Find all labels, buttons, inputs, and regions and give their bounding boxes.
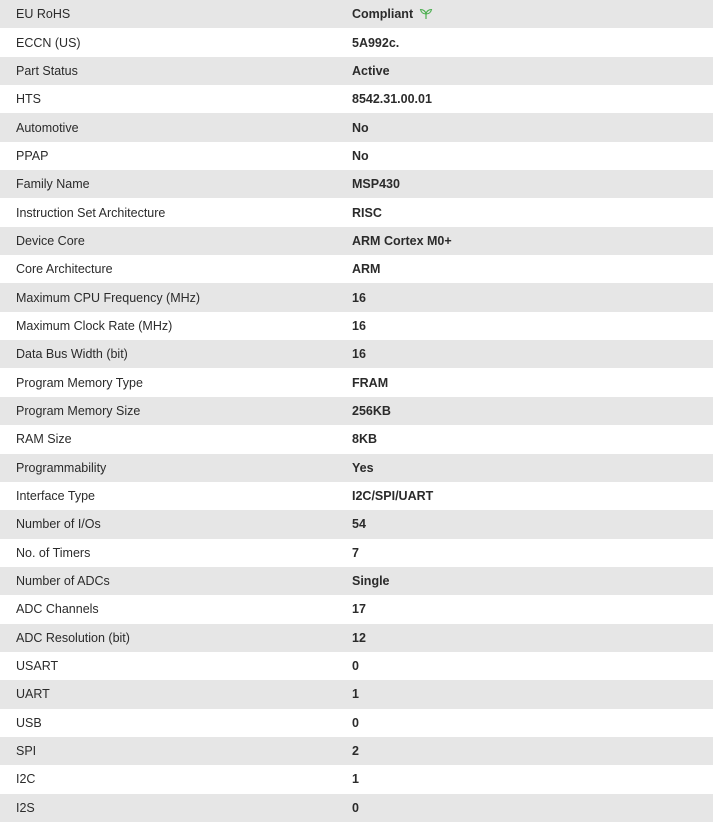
spec-label: Program Memory Type — [16, 375, 143, 390]
spec-label: Instruction Set Architecture — [16, 205, 166, 220]
spec-label: UART — [16, 687, 50, 702]
spec-row-eccn — [0, 28, 713, 56]
spec-label: Maximum CPU Frequency (MHz) — [16, 290, 201, 305]
spec-label: Data Bus Width (bit) — [16, 347, 128, 362]
spec-value: Compliant — [352, 7, 414, 22]
spec-row-program-memory-type — [0, 368, 713, 396]
spec-value-wrapper — [352, 7, 713, 21]
spec-value: 0 — [352, 659, 359, 674]
spec-row-core-architecture — [0, 255, 713, 283]
spec-row-number-of-ios — [0, 510, 713, 538]
spec-row-hts — [0, 85, 713, 113]
spec-label: Core Architecture — [16, 262, 113, 277]
spec-value: 1 — [352, 687, 359, 702]
spec-row-adc-channels — [0, 595, 713, 623]
spec-row-i2c — [0, 765, 713, 793]
spec-row-data-bus-width — [0, 340, 713, 368]
spec-row-program-memory-size — [0, 397, 713, 425]
spec-row-family-name — [0, 170, 713, 198]
spec-label: ECCN (US) — [16, 35, 81, 50]
spec-value: 2 — [352, 744, 359, 759]
spec-value: 5A992c. — [352, 35, 400, 50]
spec-value: Active — [352, 63, 390, 78]
spec-label: Device Core — [16, 233, 85, 248]
spec-value: No — [352, 120, 369, 135]
spec-row-isa — [0, 198, 713, 226]
spec-value: ARM — [352, 262, 381, 277]
spec-value: No — [352, 148, 369, 163]
spec-value: RISC — [352, 205, 382, 220]
spec-label: USB — [16, 715, 42, 730]
spec-value: Yes — [352, 460, 374, 475]
spec-row-automotive — [0, 113, 713, 141]
spec-row-eu-rohs — [0, 0, 713, 28]
spec-value: 8542.31.00.01 — [352, 92, 432, 107]
spec-value: 1 — [352, 772, 359, 787]
spec-value: FRAM — [352, 375, 389, 390]
spec-label: I2S — [16, 800, 35, 815]
spec-label: Programmability — [16, 460, 107, 475]
spec-row-spi — [0, 737, 713, 765]
spec-label: Automotive — [16, 120, 79, 135]
spec-label: Maximum Clock Rate (MHz) — [16, 318, 173, 333]
spec-row-ppap — [0, 142, 713, 170]
spec-label: No. of Timers — [16, 545, 91, 560]
spec-label: USART — [16, 659, 59, 674]
spec-row-usb — [0, 709, 713, 737]
spec-value: Single — [352, 574, 390, 589]
spec-label: Family Name — [16, 177, 90, 192]
spec-label: EU RoHS — [16, 7, 71, 22]
spec-label: RAM Size — [16, 432, 72, 447]
spec-value: 54 — [352, 517, 366, 532]
spec-value: I2C/SPI/UART — [352, 489, 434, 504]
spec-row-number-of-adcs — [0, 567, 713, 595]
spec-label: HTS — [16, 92, 41, 107]
spec-value: 16 — [352, 290, 366, 305]
spec-value: 256KB — [352, 403, 391, 418]
spec-label: ADC Channels — [16, 602, 99, 617]
spec-value: 0 — [352, 715, 359, 730]
spec-label: ADC Resolution (bit) — [16, 630, 130, 645]
leaf-icon — [419, 8, 433, 20]
spec-value: ARM Cortex M0+ — [352, 233, 452, 248]
spec-label: PPAP — [16, 148, 49, 163]
spec-row-usart — [0, 652, 713, 680]
spec-row-ram-size — [0, 425, 713, 453]
spec-row-uart — [0, 680, 713, 708]
spec-value: 0 — [352, 800, 359, 815]
spec-label: SPI — [16, 744, 37, 759]
spec-value: 12 — [352, 630, 366, 645]
spec-value: 8KB — [352, 432, 378, 447]
spec-label: Number of I/Os — [16, 517, 101, 532]
spec-row-programmability — [0, 454, 713, 482]
spec-label: I2C — [16, 772, 36, 787]
spec-value: 17 — [352, 602, 366, 617]
spec-label: Part Status — [16, 63, 78, 78]
spec-row-max-cpu-frequency — [0, 283, 713, 311]
spec-label: Program Memory Size — [16, 403, 141, 418]
spec-value: 7 — [352, 545, 359, 560]
spec-row-no-of-timers — [0, 539, 713, 567]
spec-value: 16 — [352, 318, 366, 333]
spec-row-part-status — [0, 57, 713, 85]
spec-value: 16 — [352, 347, 366, 362]
spec-row-adc-resolution — [0, 624, 713, 652]
spec-row-max-clock-rate — [0, 312, 713, 340]
spec-label: Number of ADCs — [16, 574, 110, 589]
spec-row-device-core — [0, 227, 713, 255]
spec-row-interface-type — [0, 482, 713, 510]
spec-label: Interface Type — [16, 489, 95, 504]
spec-row-i2s — [0, 794, 713, 822]
spec-value: MSP430 — [352, 177, 400, 192]
